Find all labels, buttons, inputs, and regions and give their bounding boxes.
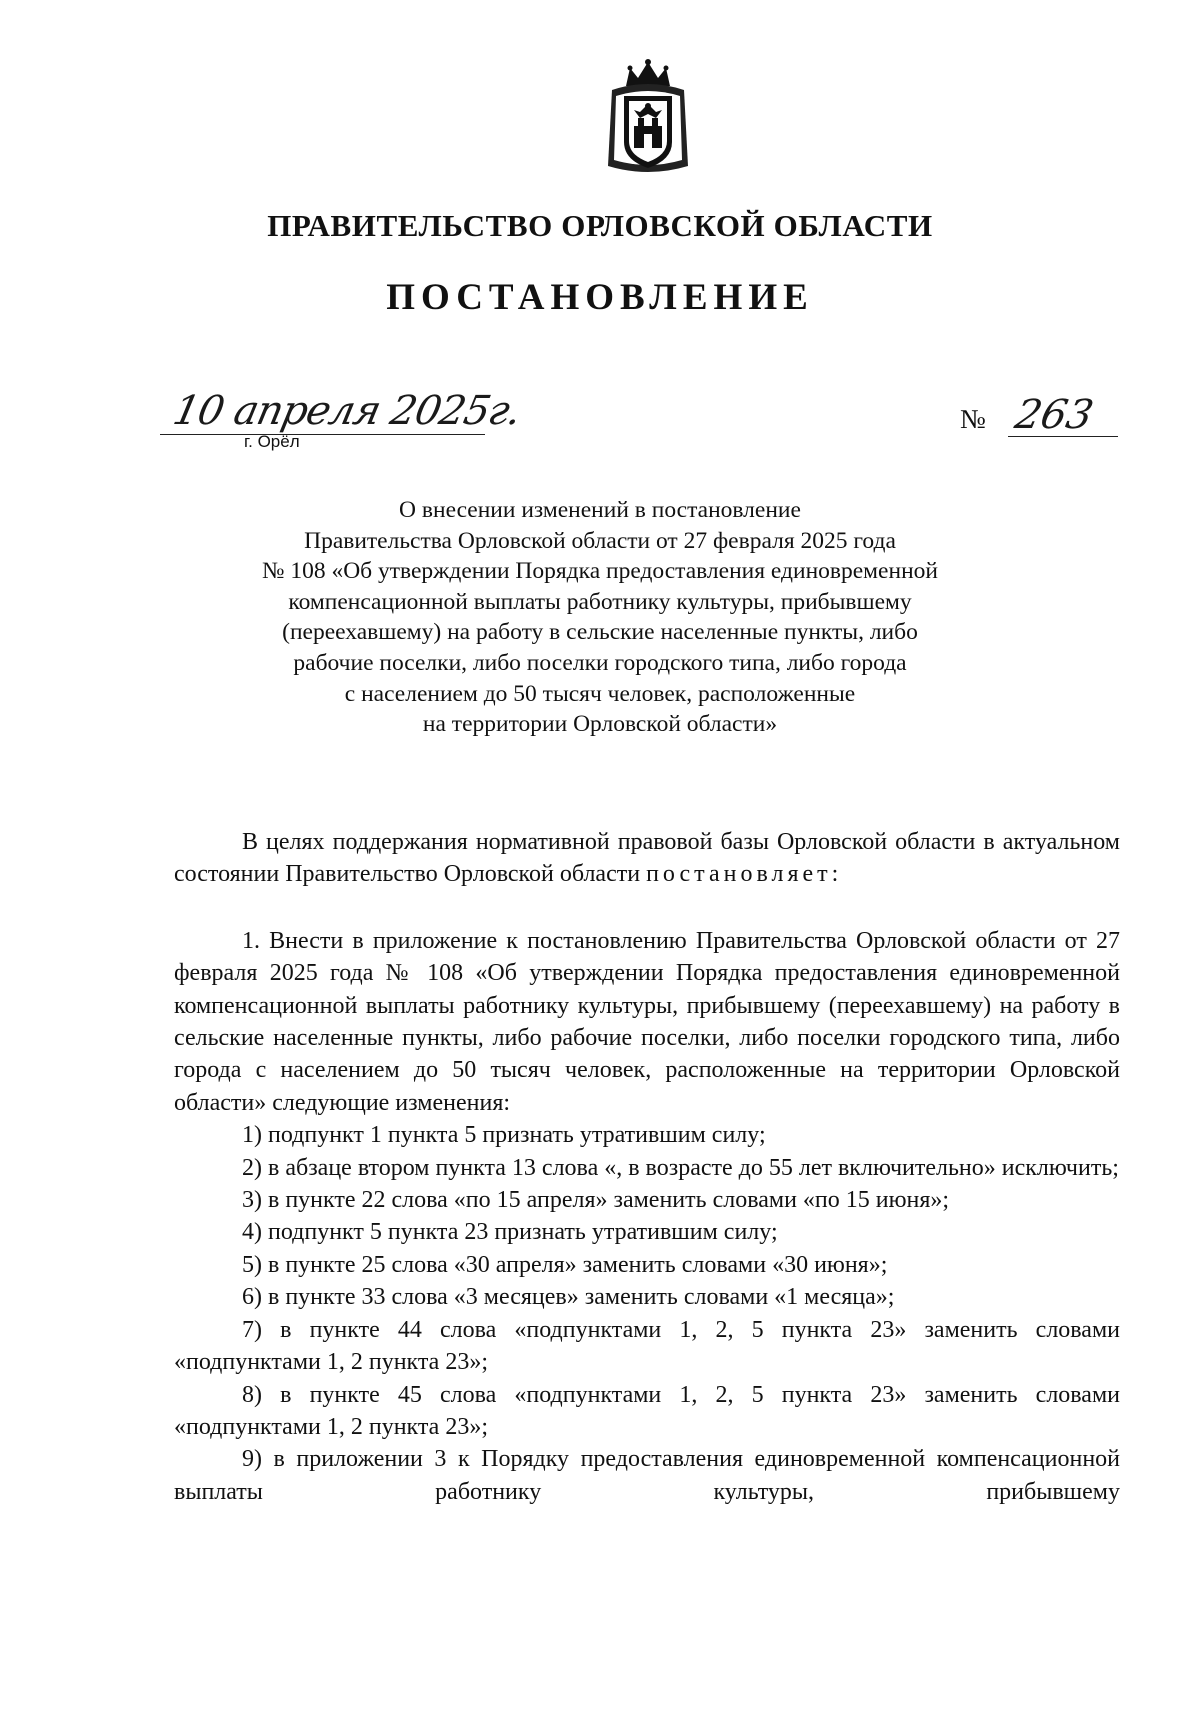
item-paragraph: 2) в абзаце втором пункта 13 слова «, в возрасте до 55 лет включительно» исключить; [242, 1154, 1119, 1181]
title-line: № 108 «Об утверждении Порядка предоставления единовременной [262, 558, 938, 585]
item-paragraph: 7) в пункте 44 слова «подпунктами 1, 2, 5 пункта 23» заменить словами «подпунктами 1, 2 пункта 23»; [174, 1316, 1120, 1376]
preamble-paragraph [174, 826, 1120, 891]
item-paragraph: 1. Внести в приложение к постановлению Правительства Орловской области от 27 февраля 2025 года № 108 «Об утверждении Порядка предоставления единовременной компенсационной выплаты работнику культуры, прибывшему (переехавшему) на работу в сельские населенные пункты, либо рабочие поселки, либо поселки городского типа, либо города с населением до 50 тысяч человек, расположенные на территории Орловской области» следующие изменения: [174, 927, 1120, 1116]
document-body [174, 826, 1120, 1508]
item-paragraph: 1) подпункт 1 пункта 5 признать утратившим силу; [242, 1122, 766, 1149]
decree-word: постановляет: [646, 861, 843, 888]
coat-of-arms-emblem [604, 56, 692, 180]
preamble-text: В целях поддержания нормативной правовой базы Орловской области в актуальном состоянии Правительство Орловской области [174, 829, 1120, 888]
title-line: на территории Орловской области» [422, 711, 778, 738]
title-line: рабочие поселки, либо поселки городского типа, либо города [293, 649, 907, 676]
organization-name: ПРАВИТЕЛЬСТВО ОРЛОВСКОЙ ОБЛАСТИ [267, 208, 933, 243]
title-line: (переехавшему) на работу в сельские населенные пункты, либо [282, 619, 918, 646]
number-field [960, 392, 1120, 442]
handwritten-date: 10 апреля 2025г. [169, 388, 525, 434]
document-type: ПОСТАНОВЛЕНИЕ [386, 277, 814, 318]
title-line: компенсационной выплаты работнику культуры, прибывшему [288, 588, 912, 615]
title-line: О внесении изменений в постановление [399, 497, 801, 523]
date-underline [160, 434, 485, 435]
city-label: г. Орёл [244, 432, 300, 451]
handwritten-number: 263 [1011, 392, 1098, 438]
number-underline [1008, 436, 1118, 437]
date-field [160, 388, 525, 458]
item-paragraph: 9) в приложении 3 к Порядку предоставления единовременной компенсационной выплаты работнику культуры, прибывшему [174, 1446, 1120, 1505]
number-sign: № [960, 404, 986, 434]
document-title [170, 495, 1030, 740]
item-paragraph: 4) подпункт 5 пункта 23 признать утратившим силу; [242, 1219, 778, 1246]
item-paragraph: 3) в пункте 22 слова «по 15 апреля» заменить словами «по 15 июня»; [242, 1187, 950, 1214]
title-line: Правительства Орловской области от 27 февраля 2025 года [304, 527, 896, 554]
item-paragraph: 5) в пункте 25 слова «30 апреля» заменить словами «30 июня»; [242, 1251, 888, 1278]
item-paragraph: 6) в пункте 33 слова «3 месяцев» заменить словами «1 месяца»; [242, 1284, 895, 1311]
item-paragraph: 8) в пункте 45 слова «подпунктами 1, 2, 5 пункта 23» заменить словами «подпунктами 1, 2 пункта 23»; [174, 1381, 1120, 1440]
title-line: с населением до 50 тысяч человек, расположенные [344, 680, 856, 707]
